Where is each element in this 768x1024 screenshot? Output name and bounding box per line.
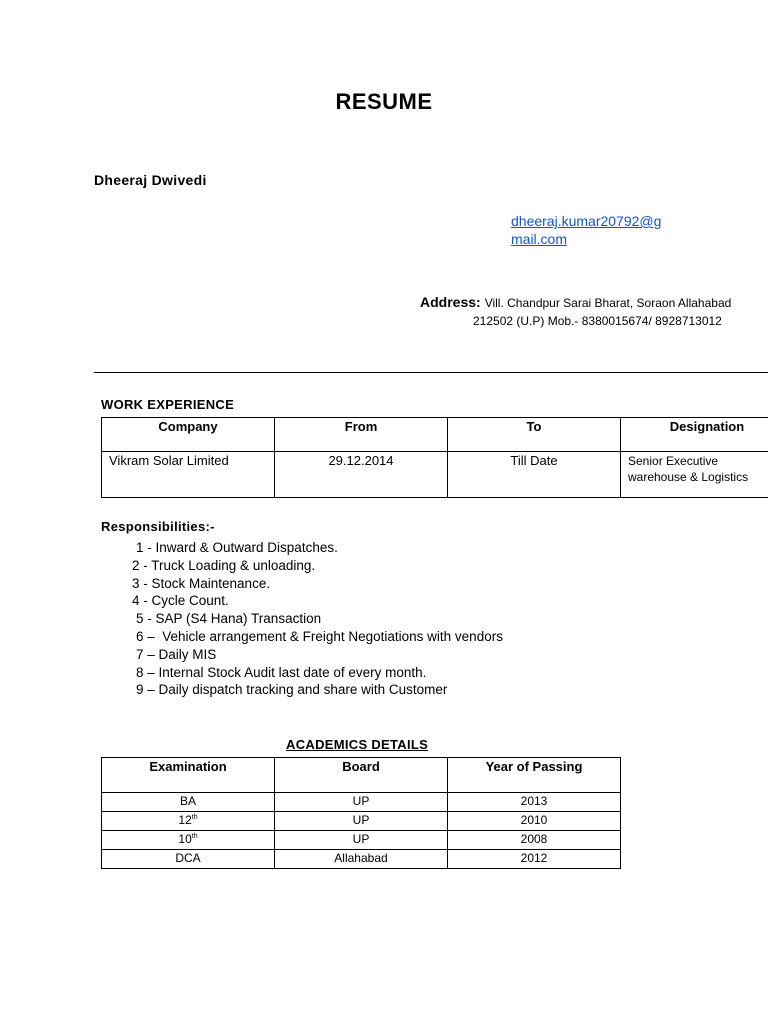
company-cell: Vikram Solar Limited bbox=[102, 452, 275, 498]
table-row bbox=[102, 812, 621, 831]
table-row bbox=[102, 793, 621, 812]
exam-cell bbox=[102, 831, 275, 850]
from-cell: 29.12.2014 bbox=[275, 452, 448, 498]
address-line-1 bbox=[420, 294, 731, 310]
exam-name: 12 bbox=[178, 813, 192, 827]
column-header-board: Board bbox=[275, 758, 448, 793]
section-divider bbox=[94, 372, 768, 373]
exam-name: BA bbox=[179, 794, 196, 808]
address-line-2: 212502 (U.P) Mob.- 8380015674/ 8928713012 bbox=[473, 314, 722, 328]
to-cell: Till Date bbox=[448, 452, 621, 498]
list-item: 6 – Vehicle arrangement & Freight Negotiations with vendors bbox=[136, 629, 503, 644]
list-item: 3 - Stock Maintenance. bbox=[132, 576, 271, 591]
academics-table bbox=[101, 757, 621, 869]
list-item: 9 – Daily dispatch tracking and share with Customer bbox=[136, 682, 448, 697]
column-header-examination: Examination bbox=[102, 758, 275, 793]
column-header-to: To bbox=[448, 418, 621, 452]
list-item: 2 - Truck Loading & unloading. bbox=[132, 558, 316, 573]
year-cell: 2010 bbox=[448, 812, 621, 831]
column-header-from: From bbox=[275, 418, 448, 452]
table-header-row bbox=[102, 758, 621, 793]
exam-cell bbox=[102, 850, 275, 869]
exam-name: 10 bbox=[178, 832, 192, 846]
year-cell: 2008 bbox=[448, 831, 621, 850]
email-link[interactable] bbox=[511, 212, 673, 248]
list-item: 7 – Daily MIS bbox=[136, 647, 217, 662]
table-header-row bbox=[102, 418, 768, 452]
designation-line-1: Senior Executive bbox=[628, 454, 719, 468]
exam-suffix: th bbox=[191, 833, 198, 840]
email-line-1: dheeraj.kumar20792@g bbox=[511, 213, 662, 229]
column-header-company: Company bbox=[102, 418, 275, 452]
list-item: 4 - Cycle Count. bbox=[132, 593, 229, 608]
list-item: 5 - SAP (S4 Hana) Transaction bbox=[136, 611, 322, 626]
email-line-2: mail.com bbox=[511, 231, 568, 247]
table-row bbox=[102, 831, 621, 850]
candidate-name: Dheeraj Dwivedi bbox=[94, 172, 207, 188]
list-item: 1 - Inward & Outward Dispatches. bbox=[136, 540, 338, 555]
board-cell: UP bbox=[275, 812, 448, 831]
column-header-year: Year of Passing bbox=[448, 758, 621, 793]
table-row bbox=[102, 850, 621, 869]
board-cell: Allahabad bbox=[275, 850, 448, 869]
list-item: 8 – Internal Stock Audit last date of every month. bbox=[136, 665, 427, 680]
responsibilities-heading: Responsibilities:- bbox=[101, 519, 215, 534]
exam-cell bbox=[102, 793, 275, 812]
work-experience-heading: WORK EXPERIENCE bbox=[101, 397, 235, 412]
academics-heading: ACADEMICS DETAILS bbox=[286, 737, 429, 752]
board-cell: UP bbox=[275, 793, 448, 812]
exam-cell bbox=[102, 812, 275, 831]
address-text-1: Vill. Chandpur Sarai Bharat, Soraon Allahabad bbox=[484, 296, 732, 310]
work-experience-table bbox=[101, 417, 768, 498]
column-header-designation: Designation bbox=[621, 418, 768, 452]
year-cell: 2013 bbox=[448, 793, 621, 812]
address-label: Address: bbox=[420, 294, 481, 310]
table-row bbox=[102, 452, 768, 498]
exam-name: DCA bbox=[175, 851, 201, 865]
designation-cell bbox=[621, 452, 768, 498]
year-cell: 2012 bbox=[448, 850, 621, 869]
designation-line-2: warehouse & Logistics bbox=[628, 470, 749, 484]
resume-title: RESUME bbox=[335, 89, 433, 114]
board-cell: UP bbox=[275, 831, 448, 850]
exam-suffix: th bbox=[191, 814, 198, 821]
